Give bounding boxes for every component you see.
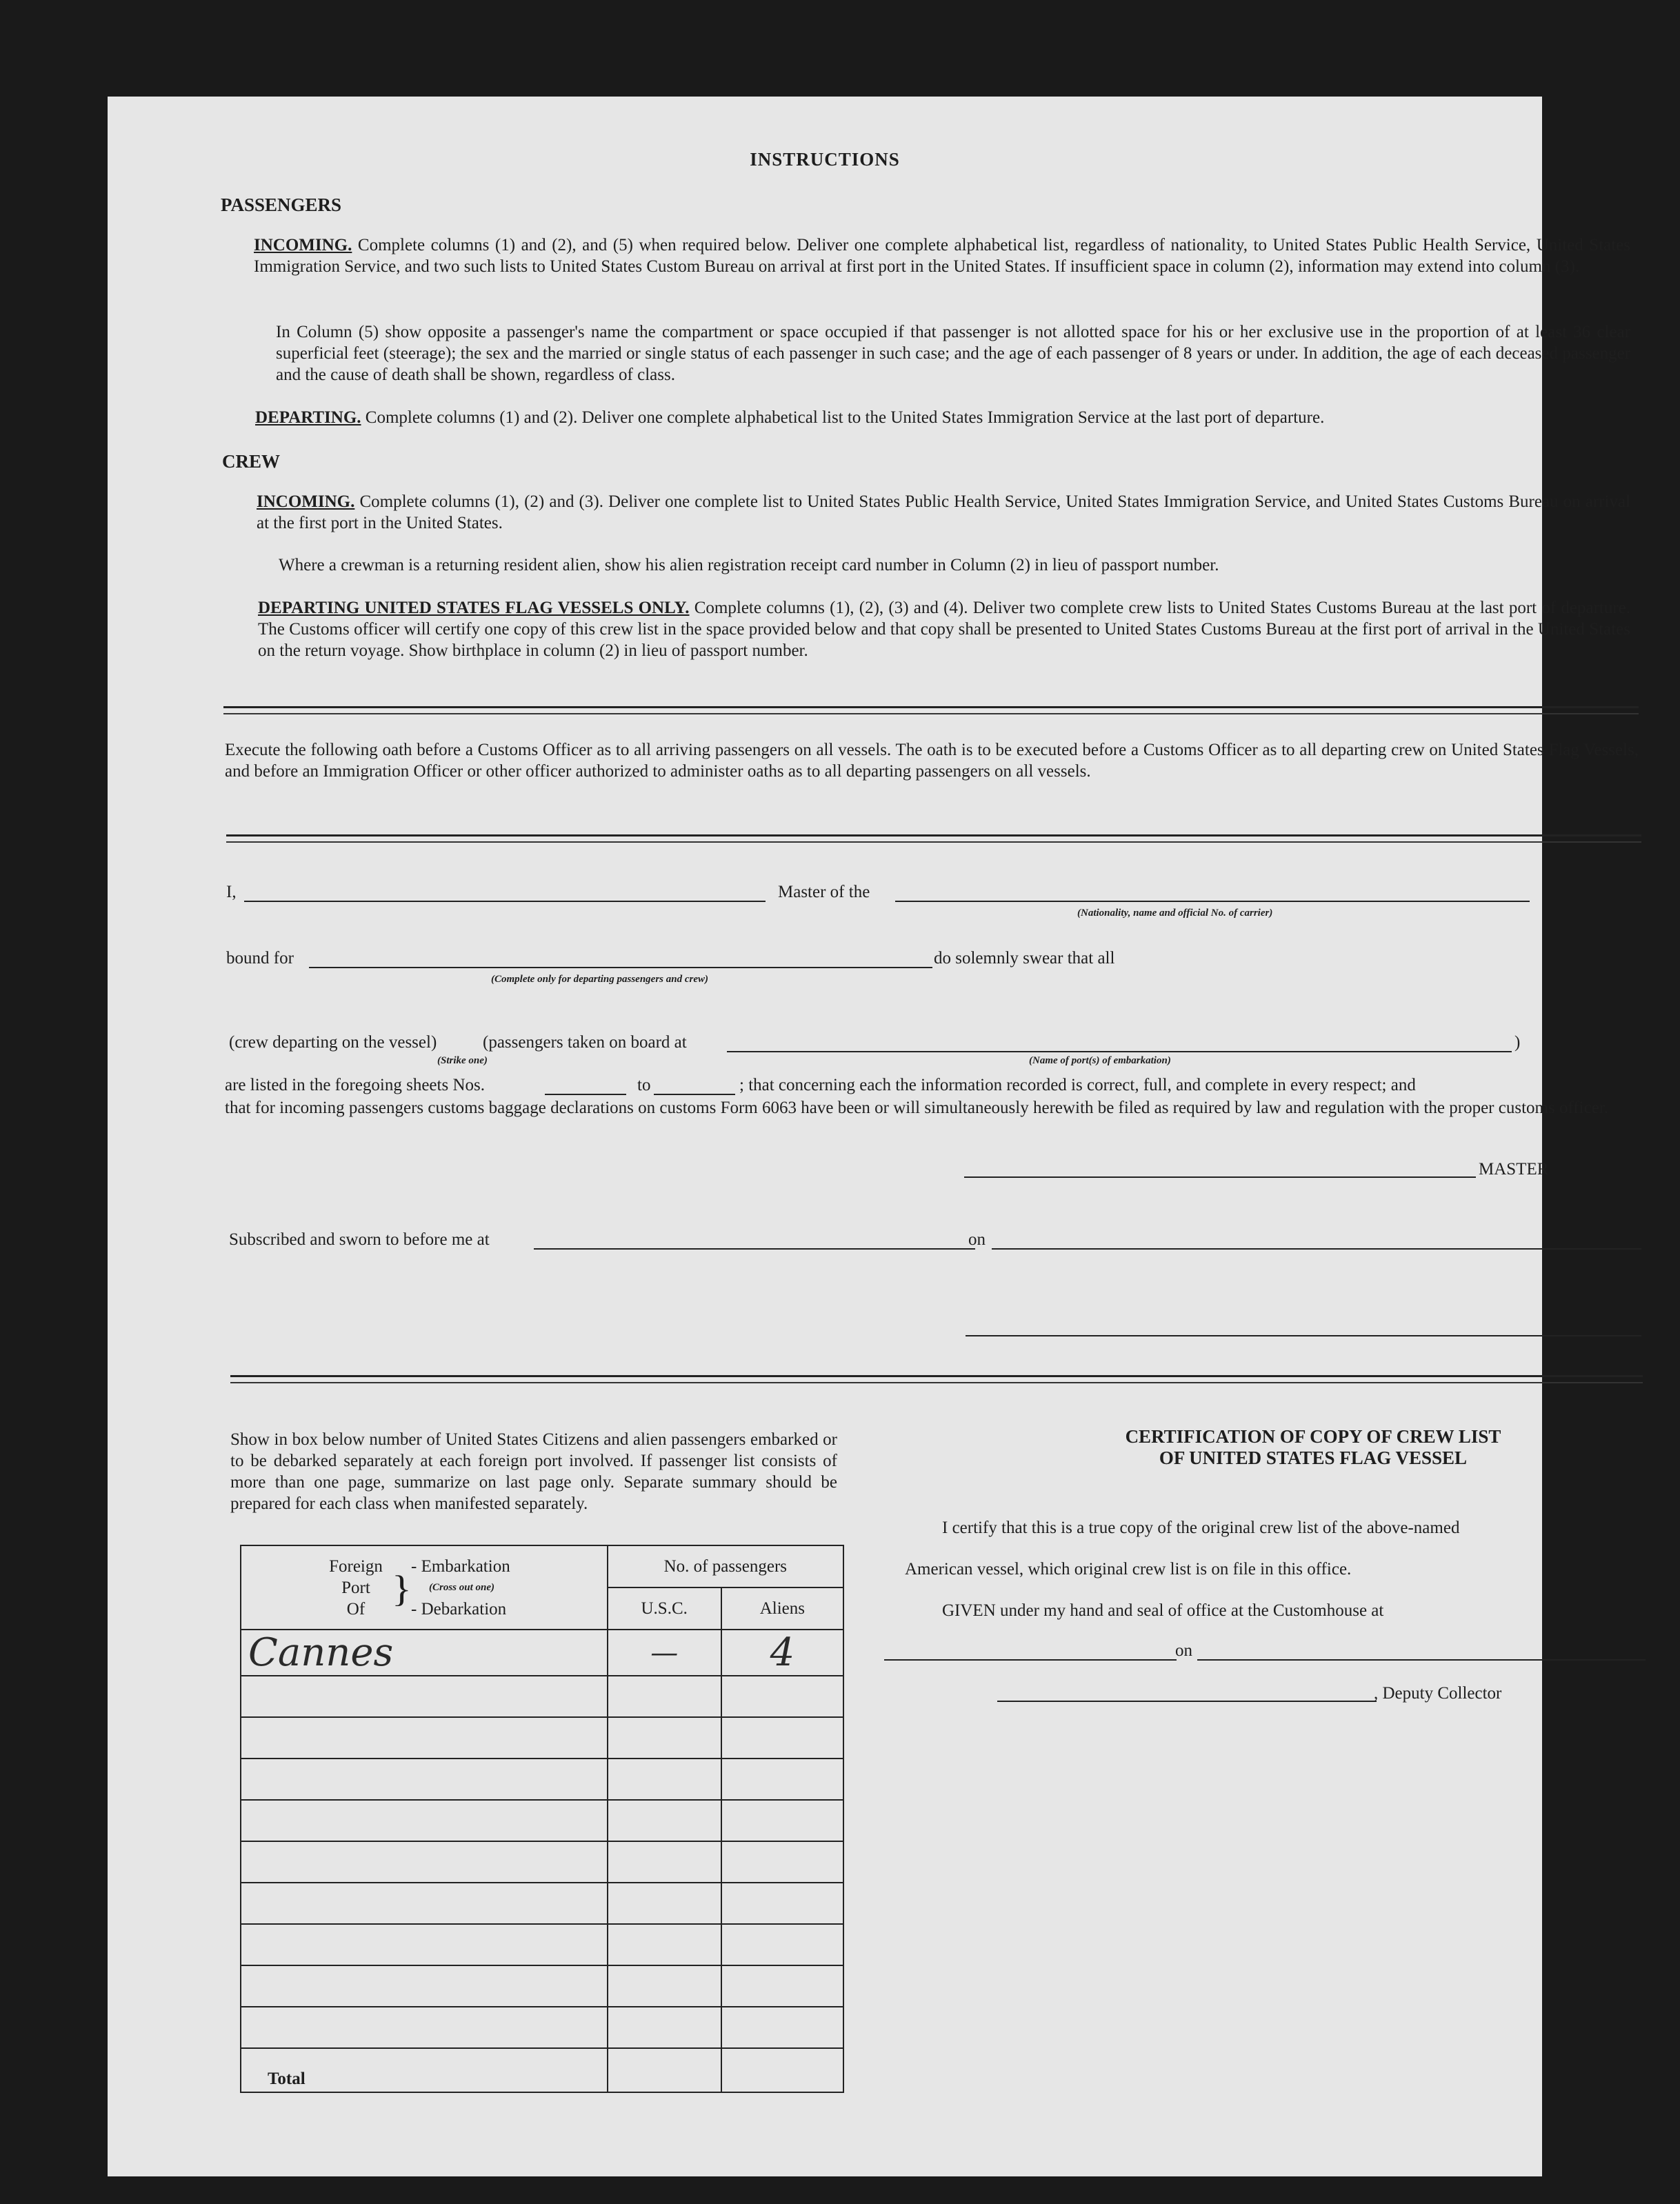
deputy-collector-label: , Deputy Collector — [1374, 1684, 1502, 1703]
divider-1 — [223, 706, 1639, 708]
passengers-incoming-text: Complete columns (1) and (2), and (5) when required below. Deliver one complete alphabetical list, regardless of nationality, to United States Public Health Service, United States Immigration Service, and two such lists to United States Custom Bureau on arrival at first port in the United States. If insufficient space in column (2), information may extend into column (3). — [254, 236, 1631, 276]
crew-incoming-label: INCOMING. — [257, 492, 355, 511]
solemnly-swear-label: do solemnly swear that all — [934, 949, 1115, 968]
of-label: Of — [346, 1600, 366, 1619]
crew-departing-option: (crew departing on the vessel) — [229, 1033, 437, 1052]
port-cell[interactable] — [241, 1965, 608, 2007]
usc-cell[interactable] — [608, 1800, 721, 1841]
page-title: INSTRUCTIONS — [750, 149, 900, 170]
usc-cell[interactable] — [608, 1717, 721, 1759]
aliens-cell[interactable] — [721, 1965, 843, 2007]
listed-sheets-label: are listed in the foregoing sheets Nos. — [225, 1076, 485, 1094]
aliens-cell[interactable] — [721, 1883, 843, 1924]
given-under-hand: GIVEN under my hand and seal of office at the Customhouse at — [942, 1601, 1384, 1620]
certification-on-label: on — [1175, 1641, 1192, 1660]
aliens-cell[interactable] — [721, 1630, 843, 1676]
usc-cell[interactable] — [608, 1841, 721, 1883]
port-cell[interactable] — [241, 1759, 608, 1800]
divider-2 — [226, 834, 1641, 836]
foreign-label: Foreign — [329, 1557, 383, 1576]
master-label: MASTER — [1479, 1160, 1549, 1179]
document-sheet — [108, 97, 1639, 2176]
summary-instructions: Show in box below number of United States Citizens and alien passengers embarked or to be debarked separately at each foreign port involved. If passenger list consists of more than one page, summarize on last page only. Separate summary should be prepared for each class when manifested separately. — [230, 1430, 837, 1513]
master-signature-field[interactable] — [964, 1176, 1476, 1178]
divider-3 — [230, 1375, 1643, 1377]
aliens-cell[interactable] — [721, 1841, 843, 1883]
sworn-date-field[interactable] — [992, 1248, 1641, 1250]
embarkation-label: - Embarkation — [411, 1557, 510, 1576]
usc-cell[interactable] — [608, 1759, 721, 1800]
aliens-cell[interactable] — [721, 1676, 843, 1717]
port-cell[interactable] — [241, 2007, 608, 2048]
oath-instructions: Execute the following oath before a Customs Officer as to all arriving passengers on all vessels. The oath is to be executed before a Customs Officer as to all departing crew on United States Flag Vessels, and before an Immigration Officer or other officer authorized to administer oaths as to all departing passengers on all vessels. — [225, 741, 1639, 781]
passengers-incoming-label: INCOMING. — [254, 236, 352, 254]
usc-cell[interactable] — [608, 1965, 721, 2007]
certification-title-line-2: OF UNITED STATES FLAG VESSEL — [1159, 1447, 1468, 1468]
resident-alien-paragraph: Where a crewman is a returning resident alien, show his alien registration receipt card number in Column (2) in lieu of passport number. — [279, 556, 1219, 574]
sheet-to-field[interactable] — [654, 1094, 735, 1095]
usc-cell[interactable] — [608, 1924, 721, 1965]
crew-departing-text: Complete columns (1), (2), (3) and (4). Deliver two complete crew lists to United States Customs Bureau at the last port of departure. The Customs officer will certify one copy of this crew list in the space provided below and that copy shall be presented to United States Customs Bureau at the first port of arrival in the United States on the return voyage. Show birthplace in column (2) in lieu of passport number. — [258, 599, 1631, 660]
bound-for-label: bound for — [226, 949, 294, 968]
oath-i-label: I, — [226, 883, 237, 901]
port-label: Port — [341, 1579, 370, 1597]
subscribed-label: Subscribed and sworn to before me at — [229, 1230, 490, 1249]
aliens-cell[interactable] — [721, 1759, 843, 1800]
usc-value: — — [650, 1636, 679, 1669]
port-cell[interactable] — [241, 1717, 608, 1759]
column5-paragraph: In Column (5) show opposite a passenger's name the compartment or space occupied if that passenger is not allotted space for his or her exclusive use in the proportion of at least 36 clear superficial feet (steerage); the sex and the married or single status of each passenger in such case; and the age of each passenger of 8 years or under. In addition, the age of each deceased passenger and the cause of death shall be shown, regardless of class. — [276, 323, 1630, 384]
table-row — [241, 1717, 843, 1759]
table-row — [241, 2007, 843, 2048]
divider-3b — [230, 1382, 1643, 1383]
port-cell[interactable] — [241, 1800, 608, 1841]
nationality-note: (Nationality, name and official No. of carrier) — [1077, 908, 1273, 919]
debarkation-label: - Debarkation — [411, 1600, 507, 1619]
passengers-departing-label: DEPARTING. — [255, 408, 361, 427]
aliens-cell[interactable] — [721, 1800, 843, 1841]
passengers-incoming-paragraph — [254, 234, 1630, 277]
certification-date-field[interactable] — [1197, 1659, 1646, 1661]
crew-departing-paragraph — [258, 597, 1630, 661]
table-row — [241, 1924, 843, 1965]
listed-text-continued: ; that concerning each the information recorded is correct, full, and complete in every respect; and — [739, 1076, 1416, 1094]
cross-out-note: (Cross out one) — [429, 1582, 495, 1593]
foreign-port-of — [321, 1556, 390, 1620]
to-label: to — [637, 1076, 651, 1094]
master-name-field[interactable] — [244, 901, 766, 902]
crew-incoming-text: Complete columns (1), (2) and (3). Deliver one complete list to United States Public Health Service, United States Immigration Service, and United States Customs Bureau on arrival at the first port in the United States. — [257, 492, 1630, 532]
usc-cell[interactable] — [608, 1630, 721, 1676]
divider-1b — [223, 713, 1639, 714]
carrier-field[interactable] — [895, 901, 1530, 902]
port-value: Cannes — [248, 1630, 394, 1675]
sworn-on-label: on — [968, 1230, 986, 1249]
table-row — [241, 1676, 843, 1717]
passengers-heading: PASSENGERS — [221, 194, 342, 215]
certify-line-2: American vessel, which original crew list is on file in this office. — [905, 1560, 1352, 1579]
crew-incoming-paragraph — [257, 491, 1630, 534]
total-usc-cell[interactable] — [608, 2048, 721, 2092]
sworn-place-field[interactable] — [534, 1248, 975, 1250]
divider-2b — [226, 841, 1641, 843]
crew-departing-label: DEPARTING UNITED STATES FLAG VESSELS ONLY. — [258, 599, 690, 617]
sheet-from-field[interactable] — [545, 1094, 626, 1095]
strike-one-note: (Strike one) — [437, 1055, 488, 1066]
bound-for-field[interactable] — [309, 967, 932, 968]
aliens-cell[interactable] — [721, 1717, 843, 1759]
certification-title — [982, 1426, 1644, 1469]
table-row — [241, 1965, 843, 2007]
passengers-departing-text: Complete columns (1) and (2). Deliver one complete alphabetical list to the United States Immigration Service at the last port of departure. — [365, 408, 1325, 427]
total-label: Total — [241, 2048, 608, 2092]
table-row — [241, 1759, 843, 1800]
port-header-cell — [241, 1545, 608, 1630]
port-cell[interactable] — [241, 1924, 608, 1965]
port-cell[interactable] — [241, 1676, 608, 1717]
table-row — [241, 1841, 843, 1883]
customs-baggage-text: that for incoming passengers customs baggage declarations on customs Form 6063 have been or will simultaneously herewith be filed as required by law and regulation with the proper customs officer. — [225, 1099, 1608, 1117]
deputy-collector-signature-field[interactable] — [997, 1701, 1377, 1702]
brace-icon: } — [392, 1568, 412, 1610]
certify-line-1: I certify that this is a true copy of the original crew list of the above-named — [942, 1519, 1460, 1537]
bound-for-note: (Complete only for departing passengers and crew) — [491, 974, 708, 985]
usc-cell[interactable] — [608, 2007, 721, 2048]
passenger-summary-table — [240, 1545, 844, 2093]
total-row — [241, 2048, 843, 2092]
usc-cell[interactable] — [608, 1883, 721, 1924]
total-aliens-cell[interactable] — [721, 2048, 843, 2092]
master-of-the-label: Master of the — [778, 883, 870, 901]
passengers-taken-option: (passengers taken on board at — [483, 1033, 687, 1052]
no-of-passengers-header: No. of passengers — [608, 1545, 843, 1587]
close-paren: ) — [1514, 1033, 1521, 1052]
embarkation-port-field[interactable] — [727, 1051, 1512, 1052]
certification-title-line-1: CERTIFICATION OF COPY OF CREW LIST — [1125, 1426, 1501, 1447]
crew-heading: CREW — [222, 451, 281, 472]
officer-signature-field[interactable] — [966, 1335, 1641, 1336]
port-cell[interactable] — [241, 1630, 608, 1676]
ports-note: (Name of port(s) of embarkation) — [1029, 1055, 1171, 1066]
embark-debark-options — [411, 1556, 510, 1620]
usc-cell[interactable] — [608, 1676, 721, 1717]
port-cell[interactable] — [241, 1841, 608, 1883]
aliens-header: Aliens — [721, 1587, 843, 1630]
passengers-departing-paragraph — [255, 407, 1630, 428]
customhouse-field[interactable] — [884, 1659, 1177, 1661]
aliens-cell[interactable] — [721, 1924, 843, 1965]
aliens-value: 4 — [770, 1630, 795, 1675]
table-row — [241, 1630, 843, 1676]
usc-header: U.S.C. — [608, 1587, 721, 1630]
port-cell[interactable] — [241, 1883, 608, 1924]
table-row — [241, 1883, 843, 1924]
table-row — [241, 1800, 843, 1841]
aliens-cell[interactable] — [721, 2007, 843, 2048]
